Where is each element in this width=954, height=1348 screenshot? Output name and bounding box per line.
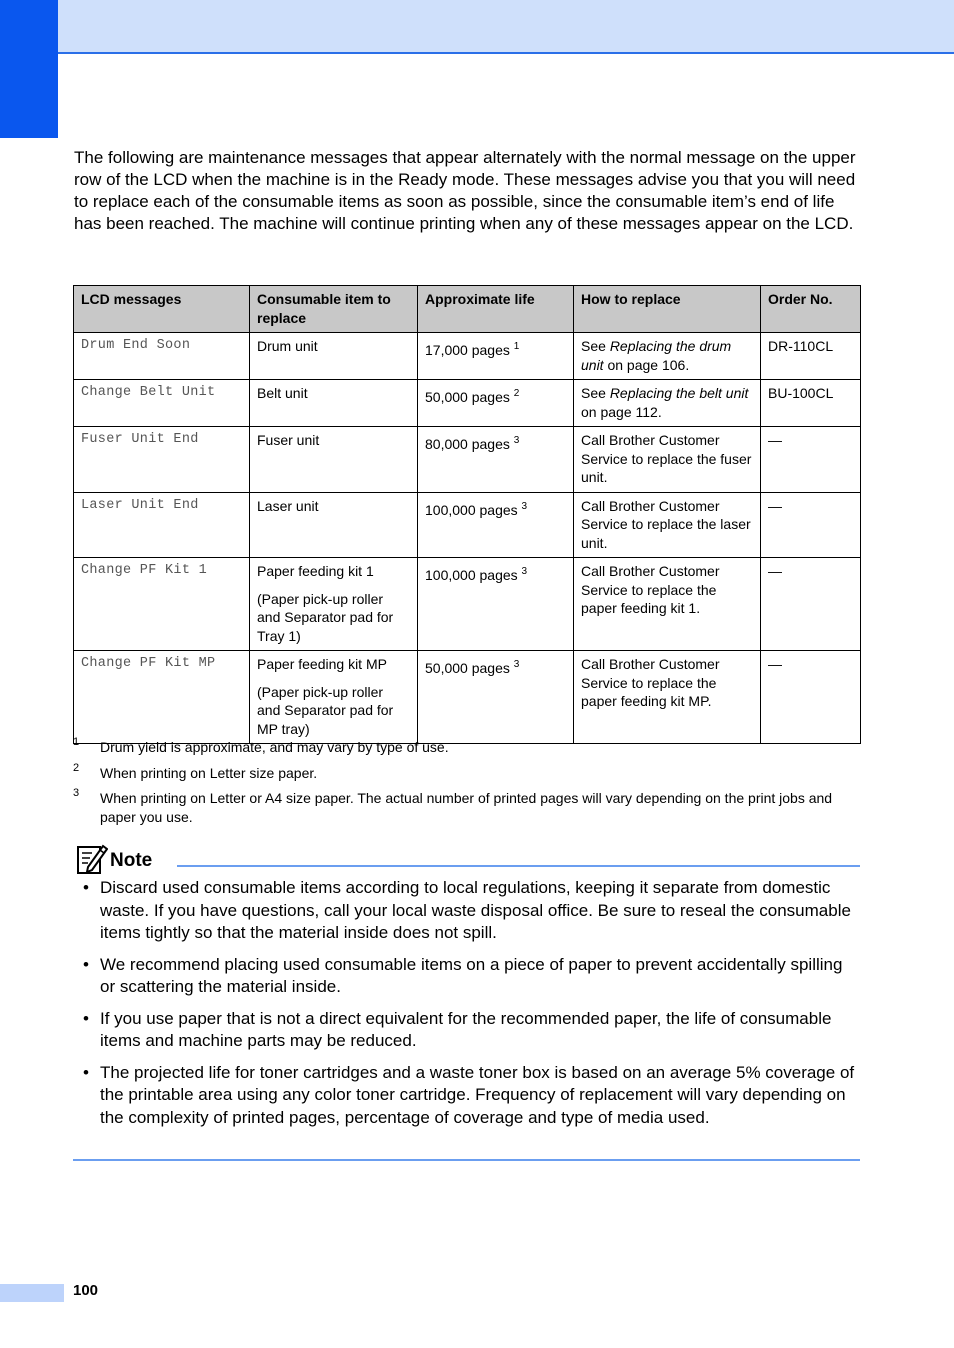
footnote: [73, 789, 860, 826]
consumable-item: Drum unit: [257, 338, 318, 354]
consumable-item: Laser unit: [257, 497, 319, 514]
note-header: [76, 843, 860, 875]
how-to-replace: [574, 558, 761, 651]
order-number: DR-110CL: [761, 333, 861, 380]
consumable-item: Paper feeding kit MP: [257, 656, 387, 672]
how-to-replace-text: Call Brother Customer Service to replace the fuser unit.: [581, 432, 752, 485]
table-row: [74, 492, 861, 558]
approximate-life: 80,000 pages: [425, 436, 510, 452]
note-list: [78, 877, 860, 1138]
how-to-replace: [574, 427, 761, 493]
note-item-text: Discard used consumable items according to local regulations, keeping it separate from domestic waste. If you have questions, call your local waste disposal office. Be sure to reseal the consumable items tightly so that the material inside does not spill.: [100, 878, 851, 942]
maintenance-messages-table: [73, 285, 861, 744]
order-number: —: [761, 651, 861, 744]
footnote-text: Drum yield is approximate, and may vary by type of use.: [100, 739, 449, 755]
approximate-life: 17,000 pages: [425, 342, 510, 358]
item-detail: (Paper pick-up roller and Separator pad for MP tray): [257, 683, 394, 737]
note-pencil-icon: [76, 843, 108, 875]
table-row: [74, 651, 861, 744]
note-item: [78, 1008, 860, 1053]
column-header: Order No.: [761, 286, 861, 333]
approximate-life: 100,000 pages: [425, 567, 518, 583]
bullet-icon: •: [83, 954, 89, 974]
item-detail: (Paper pick-up roller and Separator pad for Tray 1): [257, 590, 394, 644]
how-to-replace-text: Call Brother Customer Service to replace the paper feeding kit 1.: [581, 563, 720, 616]
page-number-tab: [0, 1284, 64, 1302]
how-to-replace-reference: Replacing the belt unit: [609, 385, 749, 401]
consumable-item: Belt unit: [257, 385, 308, 401]
lcd-message: Change PF Kit 1: [74, 558, 250, 651]
footnote-number: 3: [73, 787, 80, 799]
column-header: LCD messages: [74, 286, 250, 333]
note-item: [78, 877, 860, 945]
footnote-ref: 3: [513, 435, 520, 446]
life-cell: [418, 333, 574, 380]
footnote-number: 2: [73, 761, 80, 774]
footnote-text: When printing on Letter size paper.: [100, 764, 318, 781]
how-to-replace-reference: Replacing the drum unit: [581, 338, 732, 373]
life-cell: [418, 558, 574, 651]
bullet-icon: •: [83, 1008, 89, 1028]
table-header-row: [74, 286, 861, 333]
table-row: [74, 333, 861, 380]
order-number: —: [761, 492, 861, 558]
page-number: 100: [73, 1282, 99, 1299]
bullet-icon: •: [83, 878, 89, 897]
how-to-replace: [574, 492, 761, 558]
note-item-text: If you use paper that is not a direct equivalent for the recommended paper, the life of consumable items and machine parts may be reduced.: [100, 1008, 832, 1050]
footnote-ref: 1: [513, 341, 520, 352]
footnotes: [73, 738, 860, 833]
footnote-ref: 3: [521, 500, 528, 512]
consumable-cell: [250, 651, 418, 744]
consumable-cell: [250, 492, 418, 558]
approximate-life: 50,000 pages: [425, 660, 510, 676]
how-to-replace-text: See: [581, 385, 610, 401]
footnote-number: 1: [73, 736, 80, 748]
footnote-ref: 2: [513, 388, 520, 399]
lcd-message: Drum End Soon: [74, 333, 250, 380]
consumable-item: Paper feeding kit 1: [257, 563, 374, 579]
how-to-replace-page: on page 112.: [581, 403, 662, 420]
chapter-tab: [0, 0, 58, 138]
footnote-text: When printing on Letter or A4 size paper. The actual number of printed pages will vary depending on the print jobs and paper you use.: [100, 790, 833, 825]
consumable-cell: [250, 558, 418, 651]
consumable-cell: [250, 427, 418, 493]
note-item-text: We recommend placing used consumable items on a piece of paper to prevent accidentally spilling or scattering the material inside.: [100, 954, 843, 996]
order-number: —: [761, 558, 861, 651]
note-item: [78, 1062, 860, 1130]
how-to-replace: [574, 651, 761, 744]
how-to-replace-text: Call Brother Customer Service to replace the paper feeding kit MP.: [581, 656, 720, 709]
note-item-text: The projected life for toner cartridges and a waste toner box is based on an average 5% coverage of the printable area using any color toner cartridge. Frequency of replacement will vary depending on the complexity of printed pages, percentage of coverage and type of media used.: [100, 1062, 855, 1127]
consumable-item: Fuser unit: [257, 432, 320, 448]
order-number: —: [761, 427, 861, 493]
intro-paragraph: The following are maintenance messages that appear alternately with the normal message on the upper row of the LCD when the machine is in the Ready mode. These messages advise you that you will need to replace each of the consumable items as soon as possible, since the consumable item’s end of life has been reached. The machine will continue printing when any of these messages appear on the LCD.: [74, 148, 856, 233]
column-header: Approximate life: [418, 286, 574, 333]
bullet-icon: •: [83, 1062, 89, 1082]
footnote-ref: 3: [513, 659, 520, 670]
how-to-replace-text: Call Brother Customer Service to replace the laser unit.: [581, 497, 751, 551]
lcd-message: Change Belt Unit: [74, 380, 250, 427]
how-to-replace-text: See: [581, 338, 610, 354]
footnote-ref: 3: [521, 566, 528, 577]
consumable-cell: [250, 333, 418, 380]
note-item: [78, 954, 860, 999]
approximate-life: 50,000 pages: [425, 389, 510, 405]
column-header: How to replace: [574, 286, 761, 333]
how-to-replace: [574, 333, 761, 380]
approximate-life: 100,000 pages: [425, 501, 518, 518]
table-row: [74, 427, 861, 493]
life-cell: [418, 380, 574, 427]
footnote: [73, 738, 860, 757]
consumable-cell: [250, 380, 418, 427]
life-cell: [418, 427, 574, 493]
footnote: [73, 761, 860, 783]
lcd-message: Laser Unit End: [74, 492, 250, 558]
note-title: Note: [110, 850, 153, 871]
table-row: [74, 558, 861, 651]
lcd-message: Fuser Unit End: [74, 427, 250, 493]
lcd-message: Change PF Kit MP: [74, 651, 250, 744]
how-to-replace-page: on page 106.: [603, 356, 690, 373]
life-cell: [418, 492, 574, 558]
how-to-replace: [574, 380, 761, 427]
table-row: [74, 380, 861, 427]
note-bottom-divider: [73, 1159, 860, 1161]
order-number: BU-100CL: [761, 380, 861, 427]
note-divider: [177, 865, 860, 867]
life-cell: [418, 651, 574, 744]
column-header: Consumable item to replace: [250, 286, 418, 333]
header-band: [0, 0, 954, 54]
